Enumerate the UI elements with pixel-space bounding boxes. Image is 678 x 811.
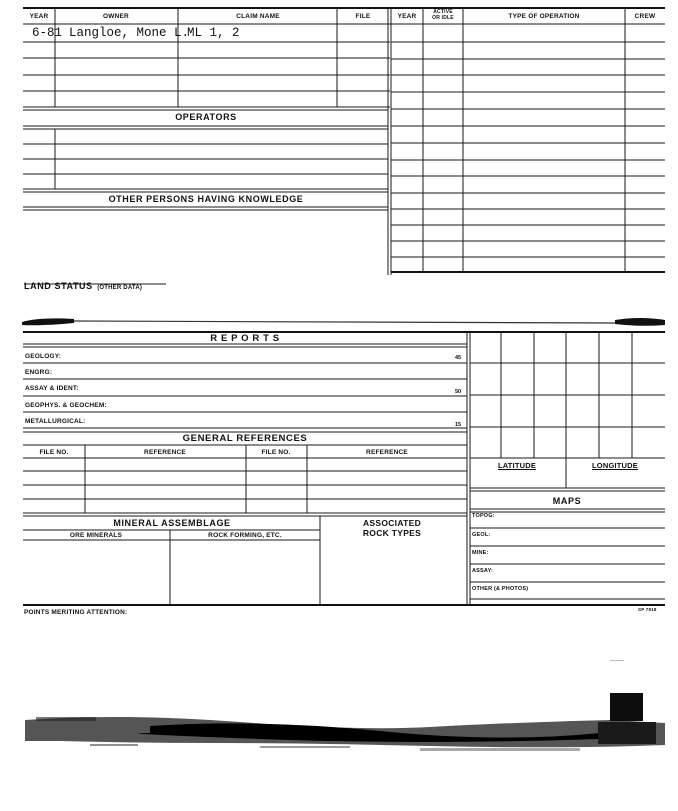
reports-title: R E P O R T S <box>210 333 280 344</box>
general-references-title: GENERAL REFERENCES <box>182 433 308 444</box>
col-year-right: YEAR <box>397 13 417 20</box>
ref-col-file-no-2: FILE NO. <box>261 449 291 456</box>
maps-topog: TOPOG: <box>472 513 495 519</box>
maps-title: MAPS <box>552 496 582 506</box>
col-active-line2: OR IDLE <box>432 15 454 21</box>
ref-col-file-no-1: FILE NO. <box>39 449 69 456</box>
col-type-of-operation: TYPE OF OPERATION <box>508 13 580 20</box>
other-persons-title: OTHER PERSONS HAVING KNOWLEDGE <box>108 194 304 204</box>
entry-claim-name: ML 1, 2 <box>187 26 240 40</box>
report-geology: GEOLOGY: <box>25 353 62 360</box>
operators-title: OPERATORS <box>175 112 237 122</box>
col-crew: CREW <box>634 13 656 20</box>
land-status-title: LAND STATUS <box>24 281 93 291</box>
col-claim-name: CLAIM NAME <box>236 13 280 20</box>
report-engrg: ENGRG: <box>25 369 53 376</box>
land-status <box>24 276 142 294</box>
report-assay-num: 50 <box>455 389 462 395</box>
maps-assay: ASSAY: <box>472 568 494 574</box>
report-assay: ASSAY & IDENT: <box>25 385 79 392</box>
maps-geol: GEOL: <box>472 532 491 538</box>
col-file: FILE <box>355 13 371 20</box>
form-number: SP 7918 <box>638 607 657 612</box>
associated-rock-types-line2: ROCK TYPES <box>362 528 422 538</box>
entry-year: 6-81 <box>32 26 63 40</box>
report-geophys: GEOPHYS. & GEOCHEM: <box>25 402 107 409</box>
col-year: YEAR <box>29 13 49 20</box>
associated-rock-types-line1: ASSOCIATED <box>362 518 422 528</box>
col-owner: OWNER <box>103 13 129 20</box>
rock-forming-label: ROCK FORMING, ETC. <box>208 532 282 539</box>
report-geology-num: 45 <box>455 355 462 361</box>
latitude-label: LATITUDE <box>497 461 537 470</box>
land-status-sub: (OTHER DATA) <box>97 285 143 291</box>
ref-col-reference-2: REFERENCE <box>366 449 408 456</box>
ore-minerals-label: ORE MINERALS <box>69 532 123 539</box>
longitude-label: LONGITUDE <box>592 461 638 470</box>
report-metallurgical: METALLURGICAL: <box>25 418 86 425</box>
maps-mine: MINE: <box>472 550 489 556</box>
entry-owner: Langloe, Mone L. <box>69 26 190 40</box>
ref-col-reference-1: REFERENCE <box>144 449 186 456</box>
maps-other: OTHER (& PHOTOS) <box>472 586 529 592</box>
points-meriting-attention-title: POINTS MERITING ATTENTION: <box>24 609 128 616</box>
col-active-line1: ACTIVE <box>433 9 453 15</box>
mineral-assemblage-title: MINERAL ASSEMBLAGE <box>113 518 231 528</box>
report-metallurgical-num: 15 <box>455 422 462 428</box>
